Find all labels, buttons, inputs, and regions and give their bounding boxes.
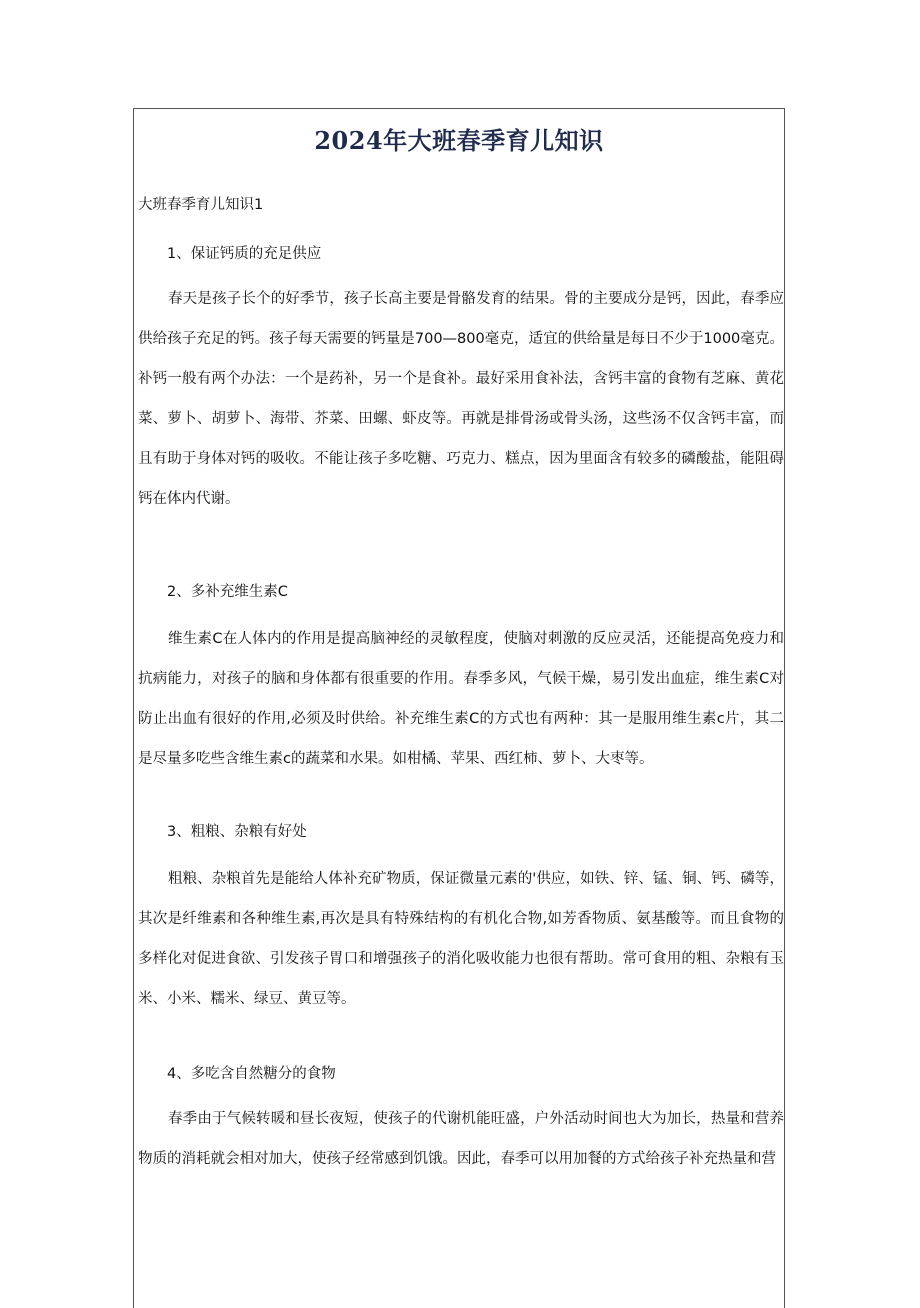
item-heading-1: 1、保证钙质的充足供应 bbox=[167, 246, 322, 262]
item-paragraph-2: 维生素C在人体内的作用是提高脑神经的灵敏程度，使脑对刺激的反应灵活，还能提高免疫力和抗病能力，对孩子的脑和身体都有很重要的作用。春季多风，气候干燥，易引发出血症，维生素C对防止出血有很好的作用,必须及时供给。补充维生素C的方式也有两种：其一是服用维生素c片，其二是尽量多吃些含维生素c的蔬菜和水果。如柑橘、苹果、西红柿、萝卜、大枣等。 bbox=[138, 631, 784, 767]
item-heading-3: 3、粗粮、杂粮有好处 bbox=[167, 824, 307, 840]
item-paragraph-1: 春天是孩子长个的好季节，孩子长高主要是骨骼发育的结果。骨的主要成分是钙，因此，春季应供给孩子充足的钙。孩子每天需要的钙量是700—800毫克，适宜的供给量是每日不少于1000毫克。补钙一般有两个办法：一个是药补，另一个是食补。最好采用食补法，含钙丰富的食物有芝麻、黄花菜、萝卜、胡萝卜、海带、芥菜、田螺、虾皮等。再就是排骨汤或骨头汤，这些汤不仅含钙丰富，而且有助于身体对钙的吸收。不能让孩子多吃糖、巧克力、糕点，因为里面含有较多的磷酸盐，能阻碍钙在体内代谢。 bbox=[138, 291, 785, 507]
item-paragraph-4: 春季由于气候转暖和昼长夜短，使孩子的代谢机能旺盛，户外活动时间也大为加长，热量和营养物质的消耗就会相对加大，使孩子经常感到饥饿。因此，春季可以用加餐的方式给孩子补充热量和营 bbox=[138, 1111, 784, 1167]
item-heading-2: 2、多补充维生素C bbox=[167, 584, 288, 600]
item-heading-4: 4、多吃含自然糖分的食物 bbox=[167, 1066, 336, 1082]
section-title: 大班春季育儿知识1 bbox=[138, 197, 264, 213]
document-title: 2024年大班春季育儿知识 bbox=[314, 126, 604, 155]
item-paragraph-3: 粗粮、杂粮首先是能给人体补充矿物质，保证微量元素的'供应，如铁、锌、锰、铜、钙、磷等，其次是纤维素和各种维生素,再次是具有特殊结构的有机化合物,如芳香物质、氨基酸等。而且食物的多样化对促进食欲、引发孩子胃口和增强孩子的消化吸收能力也很有帮助。常可食用的粗、杂粮有玉米、小米、糯米、绿豆、黄豆等。 bbox=[138, 871, 784, 1007]
page-frame bbox=[133, 108, 785, 1308]
